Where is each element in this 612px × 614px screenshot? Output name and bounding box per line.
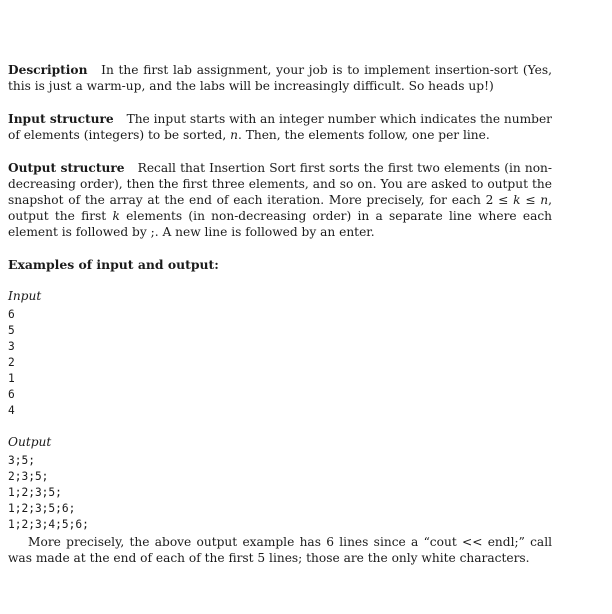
output-line: 2;3;5; bbox=[8, 470, 49, 483]
input-line: 3 bbox=[8, 340, 15, 353]
document-page bbox=[8, 62, 552, 566]
output-label: Output bbox=[8, 435, 52, 449]
output-example-block bbox=[8, 453, 552, 533]
output-structure-heading: Output structure bbox=[8, 161, 125, 175]
input-line: 6 bbox=[8, 388, 15, 401]
input-structure-heading: Input structure bbox=[8, 112, 114, 126]
input-line: 2 bbox=[8, 356, 15, 369]
output-structure-var-k2: k bbox=[112, 209, 120, 223]
input-label: Input bbox=[8, 289, 42, 303]
output-structure-var-k: k bbox=[513, 193, 521, 207]
input-line: 5 bbox=[8, 324, 15, 337]
input-example-block bbox=[8, 307, 552, 419]
description-text: In the first lab assignment, your job is to implement insertion-sort (Yes, this is just a warm-up, and the labs will be increasingly difficult. So heads up!) bbox=[8, 63, 552, 93]
examples-heading: Examples of input and output: bbox=[8, 257, 219, 272]
output-line: 3;5; bbox=[8, 454, 35, 467]
output-structure-text-3: , output the first bbox=[8, 193, 553, 223]
input-line: 1 bbox=[8, 372, 15, 385]
output-structure-var-n: n bbox=[540, 193, 549, 207]
input-structure-paragraph bbox=[8, 111, 552, 143]
output-structure-paragraph bbox=[8, 160, 552, 240]
description-paragraph bbox=[8, 62, 552, 94]
input-line: 6 bbox=[8, 308, 15, 321]
closing-note: More precisely, the above output example has 6 lines since a “cout << endl;” call was made at the end of each of the first 5 lines; those are the only white characters. bbox=[8, 535, 552, 565]
output-line: 1;2;3;4;5;6; bbox=[8, 518, 89, 531]
input-structure-text-before: The input starts with an integer number which indicates the number of elements (integers) to be sorted, bbox=[8, 112, 553, 142]
description-heading: Description bbox=[8, 63, 88, 77]
input-structure-text-after: . Then, the elements follow, one per line. bbox=[237, 128, 490, 142]
input-line: 4 bbox=[8, 404, 15, 417]
output-structure-text-2: ≤ bbox=[525, 193, 536, 207]
output-line: 1;2;3;5;6; bbox=[8, 502, 76, 515]
output-structure-text-1: Recall that Insertion Sort first sorts the first two elements (in non-decreasing order), then the first three elements, and so on. You are asked to output the snapshot of the array at the end of each iteration. More precisely, for each 2 ≤ bbox=[8, 161, 552, 207]
input-structure-var-n: n bbox=[230, 128, 238, 142]
output-structure-text-4: elements (in non-decreasing order) in a separate line where each element is followed by ;. A new line is followed by an enter. bbox=[8, 209, 553, 239]
output-line: 1;2;3;5; bbox=[8, 486, 62, 499]
